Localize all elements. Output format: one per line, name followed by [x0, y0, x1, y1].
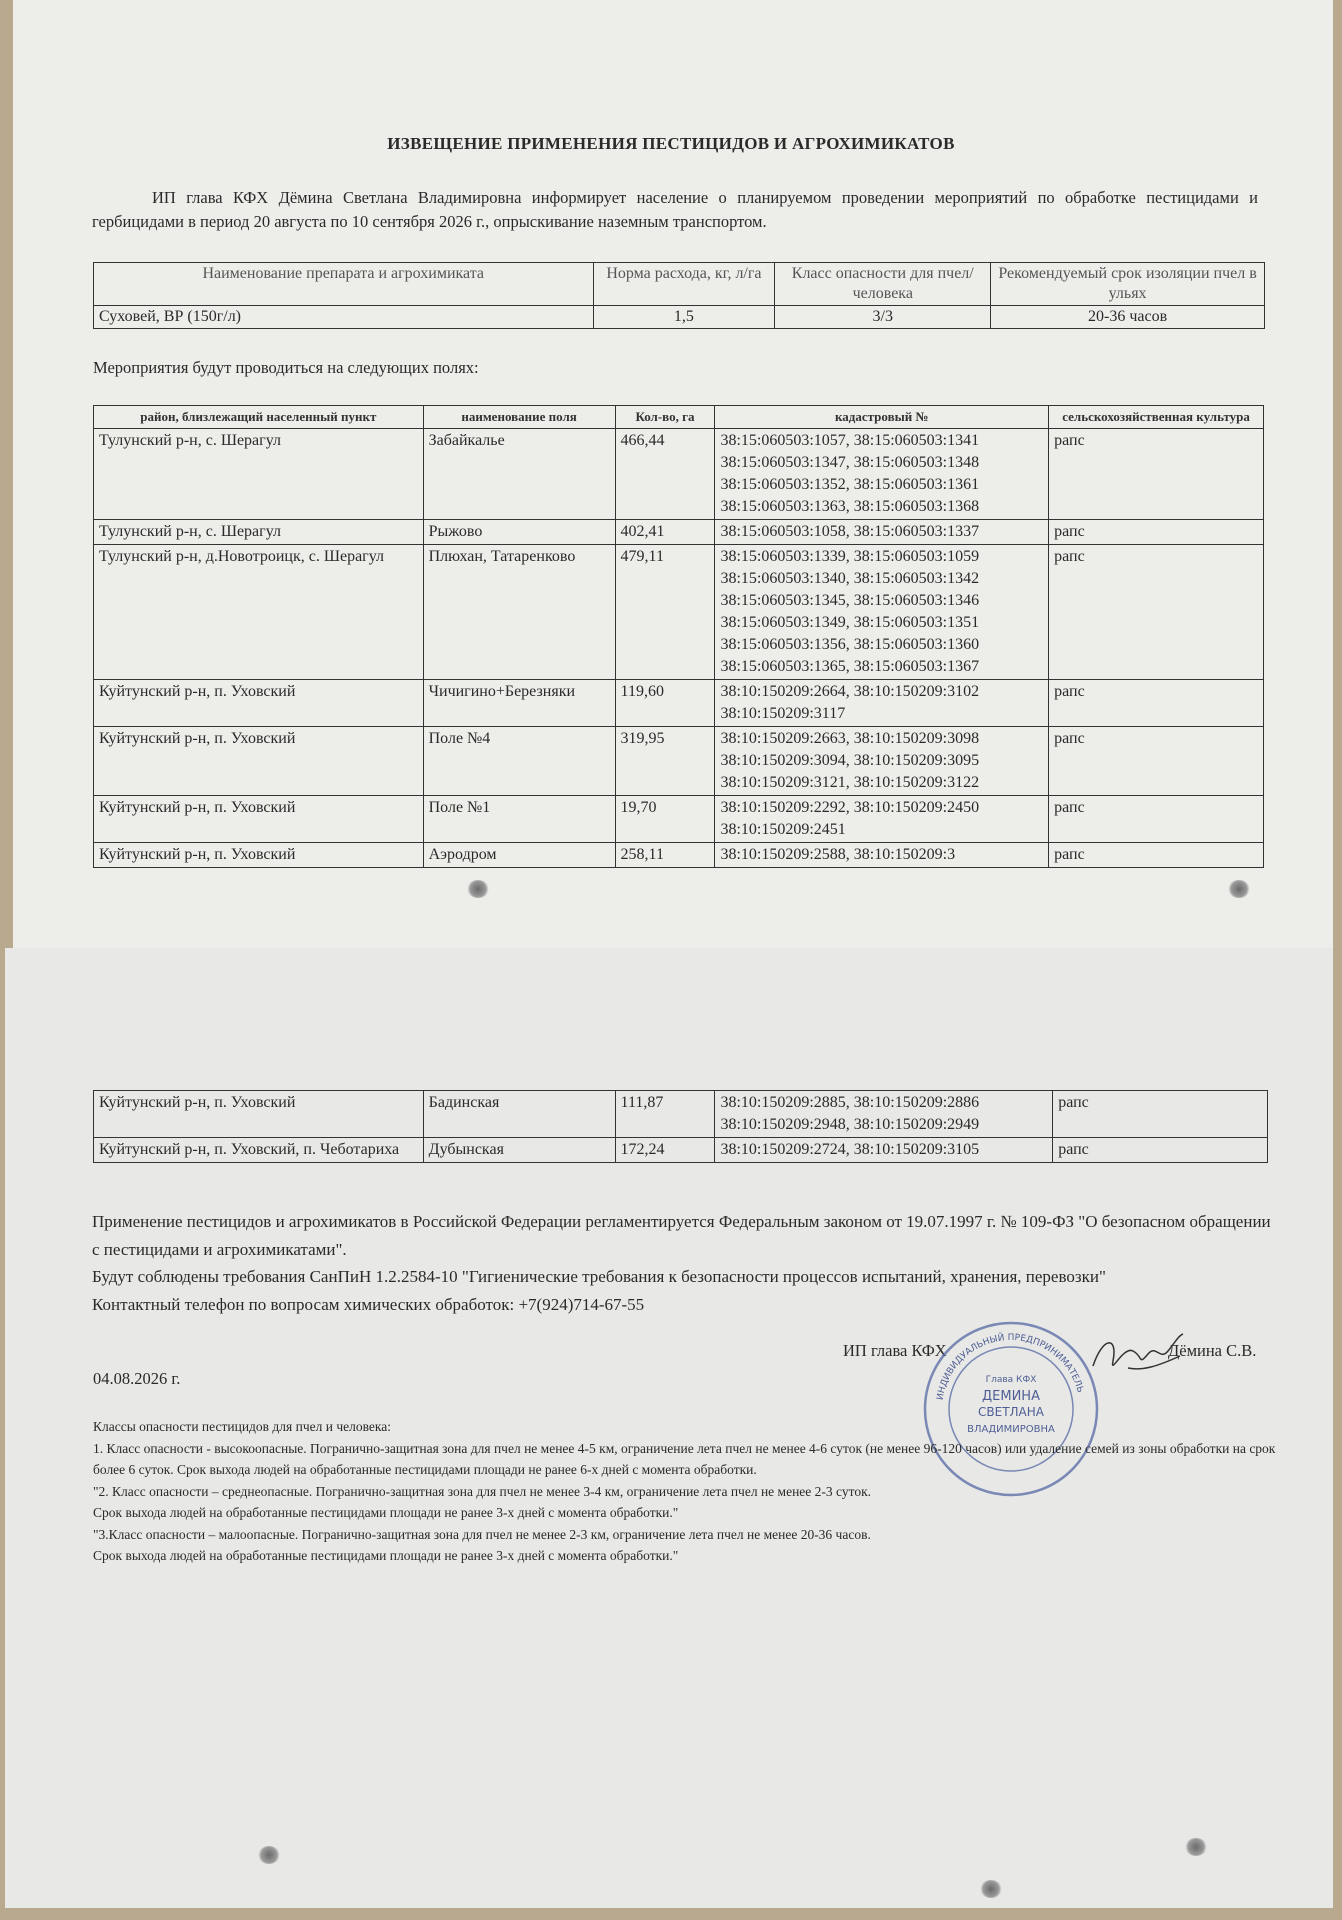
cadastral-cell [715, 429, 1049, 520]
cadastral-number-line: 38:15:060503:1347, 38:15:060503:1348 [720, 454, 980, 471]
area-cell: 19,70 [615, 796, 715, 843]
crop-cell: рапс [1053, 1091, 1268, 1138]
header-cell: сельскохозяйственная культура [1049, 406, 1264, 429]
isolation-period: 20-36 часов [991, 306, 1265, 329]
cadastral-number-line: 38:10:150209:2663, 38:10:150209:3098 [720, 730, 980, 747]
header-cell: Класс опасности для пчел/человека [775, 263, 991, 306]
area-cell: 319,95 [615, 727, 715, 796]
cadastral-number-line: 38:15:060503:1352, 38:15:060503:1361 [720, 476, 980, 493]
table-row [94, 843, 1264, 868]
fields-header-row [94, 406, 1264, 429]
cadastral-cell [715, 727, 1049, 796]
fields-table-continued [93, 1090, 1268, 1163]
fields-table [93, 405, 1264, 868]
district-cell: Куйтунский р-н, п. Уховский [94, 680, 424, 727]
area-cell: 111,87 [615, 1091, 715, 1138]
field-name-cell: Бадинская [423, 1091, 615, 1138]
svg-text:СВЕТЛАНА: СВЕТЛАНА [978, 1405, 1044, 1419]
cadastral-cell [715, 520, 1049, 545]
cadastral-number-line: 38:10:150209:2292, 38:10:150209:2450 [720, 799, 980, 816]
cadastral-number-line: 38:15:060503:1057, 38:15:060503:1341 [720, 432, 980, 449]
table-row [94, 1138, 1268, 1163]
crop-cell: рапс [1053, 1138, 1268, 1163]
table-row [94, 680, 1264, 727]
svg-text:ВЛАДИМИРОВНА: ВЛАДИМИРОВНА [967, 1424, 1055, 1435]
field-name-cell: Поле №1 [423, 796, 615, 843]
district-cell: Тулунский р-н, д.Новотроицк, с. Шерагул [94, 545, 424, 680]
hazard-class-notes [93, 1416, 1281, 1567]
cadastral-number-line: 38:10:150209:3121, 38:10:150209:3122 [720, 774, 980, 791]
document-title: ИЗВЕЩЕНИЕ ПРИМЕНЕНИЯ ПЕСТИЦИДОВ И АГРОХИМИКАТОВ [387, 134, 955, 153]
note-item: "2. Класс опасности – среднеопасные. Пограничнo-защитная зона для пчел не менее 3-4 км, ограничение лета пчел не менее 2-3 суток. [93, 1483, 871, 1499]
cadastral-number-line: 38:10:150209:2724, 38:10:150209:3105 [720, 1141, 980, 1158]
document-date: 04.08.2026 г. [93, 1369, 181, 1388]
field-name-cell: Рыжово [423, 520, 615, 545]
cadastral-number-line: 38:15:060503:1340, 38:15:060503:1342 [720, 570, 980, 587]
punch-hole [467, 880, 489, 898]
cadastral-cell [715, 1138, 1053, 1163]
cadastral-number-line: 38:15:060503:1058, 38:15:060503:1337 [720, 523, 980, 540]
cadastral-cell [715, 545, 1049, 680]
crop-cell: рапс [1049, 429, 1264, 520]
punch-hole [1228, 880, 1250, 898]
crop-cell: рапс [1049, 843, 1264, 868]
header-cell: наименование поля [423, 406, 615, 429]
note-item: "3.Класс опасности – малоопасные. Пограничнo-защитная зона для пчел не менее 2-3 км, ограничение лета пчел не менее 20-36 часов. [93, 1526, 871, 1542]
svg-text:ИНДИВИДУАЛЬНЫЙ ПРЕДПРИНИМАТЕЛЬ: ИНДИВИДУАЛЬНЫЙ ПРЕДПРИНИМАТЕЛЬ [935, 1332, 1085, 1401]
preparation-name: Суховей, ВР (150г/л) [94, 306, 594, 329]
cadastral-number-line: 38:15:060503:1349, 38:15:060503:1351 [720, 614, 980, 631]
field-name-cell: Забайкалье [423, 429, 615, 520]
cadastral-cell [715, 843, 1049, 868]
crop-cell: рапс [1049, 727, 1264, 796]
note-item: 1. Класс опасности - высокоопасные. Пограничнo-защитная зона для пчел не менее 4-5 км, ограничение лета пчел не менее 4-6 суток (не менее 96-120 часов) или удаление семей из зоны обработки на срок более 6 суток. Срок выхода людей на обработанные пестицидами площади не ранее 6-х дней с момента обработки. [93, 1440, 1276, 1477]
crop-cell: рапс [1049, 520, 1264, 545]
area-cell: 172,24 [615, 1138, 715, 1163]
header-cell: Норма расхода, кг, л/га [593, 263, 775, 306]
area-cell: 258,11 [615, 843, 715, 868]
district-cell: Куйтунский р-н, п. Уховский [94, 727, 424, 796]
handwritten-signature [1088, 1326, 1188, 1386]
field-name-cell: Дубынская [423, 1138, 615, 1163]
cadastral-number-line: 38:10:150209:3094, 38:10:150209:3095 [720, 752, 980, 769]
punch-hole [1185, 1838, 1207, 1856]
punch-hole [980, 1880, 1002, 1898]
note-item: Срок выхода людей на обработанные пестицидами площади не ранее 3-х дней с момента обработки." [93, 1548, 679, 1563]
cadastral-number-line: 38:10:150209:2885, 38:10:150209:2886 [720, 1094, 980, 1111]
cadastral-number-line: 38:10:150209:3117 [720, 705, 846, 722]
law-paragraph: Применение пестицидов и агрохимикатов в Российской Федерации регламентируется Федеральным законом от 19.07.1997 г. № 109-ФЗ "О безопасном обращении с пестицидами и агрохимикатами". [92, 1212, 1271, 1259]
district-cell: Куйтунский р-н, п. Уховский [94, 1091, 424, 1138]
field-name-cell: Чичигино+Березняки [423, 680, 615, 727]
district-cell: Тулунский р-н, с. Шерагул [94, 520, 424, 545]
contact-phone: Контактный телефон по вопросам химических обработок: +7(924)714-67-55 [92, 1294, 645, 1314]
district-cell: Тулунский р-н, с. Шерагул [94, 429, 424, 520]
cadastral-number-line: 38:10:150209:2451 [720, 821, 846, 838]
header-cell: Кол-во, га [615, 406, 715, 429]
cadastral-number-line: 38:10:150209:2664, 38:10:150209:3102 [720, 683, 980, 700]
fields-intro: Мероприятия будут проводиться на следующих полях: [93, 358, 479, 377]
table-row [94, 727, 1264, 796]
preparation-table [93, 262, 1265, 329]
table-row [94, 306, 1265, 329]
district-cell: Куйтунский р-н, п. Уховский, п. Чеботариха [94, 1138, 424, 1163]
area-cell: 466,44 [615, 429, 715, 520]
sanpin-paragraph: Будут соблюдены требования СанПиН 1.2.2584-10 "Гигиенические требования к безопасности процессов испытаний, хранения, перевозки" [92, 1267, 1106, 1286]
table-row [94, 545, 1264, 680]
notes-heading: Классы опасности пестицидов для пчел и человека: [93, 1419, 391, 1434]
area-cell: 402,41 [615, 520, 715, 545]
svg-text:Глава КФХ: Глава КФХ [985, 1375, 1037, 1385]
header-cell: кадастровый № [715, 406, 1049, 429]
area-cell: 479,11 [615, 545, 715, 680]
cadastral-number-line: 38:15:060503:1345, 38:15:060503:1346 [720, 592, 980, 609]
area-cell: 119,60 [615, 680, 715, 727]
intro-paragraph: ИП глава КФХ Дёмина Светлана Владимировна информирует население о планируемом проведении мероприятий по обработке пестицидами и гербицидами в период 20 августа по 10 сентября 2026 г., опрыскивание наземным транспортом. [92, 188, 1258, 231]
crop-cell: рапс [1049, 796, 1264, 843]
header-cell: район, близлежащий населенный пункт [94, 406, 424, 429]
cadastral-cell [715, 1091, 1053, 1138]
field-name-cell: Аэродром [423, 843, 615, 868]
signatory-name: Дёмина С.В. [1168, 1341, 1257, 1360]
cadastral-number-line: 38:10:150209:2588, 38:10:150209:3 [720, 846, 956, 863]
application-rate: 1,5 [593, 306, 775, 329]
cadastral-number-line: 38:10:150209:2948, 38:10:150209:2949 [720, 1116, 980, 1133]
note-item: Срок выхода людей на обработанные пестицидами площади не ранее 3-х дней с момента обработки." [93, 1505, 679, 1520]
preparation-header-row [94, 263, 1265, 306]
cadastral-number-line: 38:15:060503:1356, 38:15:060503:1360 [720, 636, 980, 653]
header-cell: Наименование препарата и агрохимиката [94, 263, 594, 306]
crop-cell: рапс [1049, 545, 1264, 680]
crop-cell: рапс [1049, 680, 1264, 727]
punch-hole [258, 1846, 280, 1864]
header-cell: Рекомендуемый срок изоляции пчел в ульях [991, 263, 1265, 306]
cadastral-cell [715, 680, 1049, 727]
svg-text:ДЕМИНА: ДЕМИНА [982, 1389, 1040, 1404]
table-row [94, 429, 1264, 520]
table-row [94, 520, 1264, 545]
table-row [94, 796, 1264, 843]
signatory-position: ИП глава КФХ [843, 1341, 947, 1360]
cadastral-number-line: 38:15:060503:1339, 38:15:060503:1059 [720, 548, 980, 565]
legal-notice [92, 1208, 1272, 1318]
field-name-cell: Плюхан, Татаренково [423, 545, 615, 680]
cadastral-cell [715, 796, 1049, 843]
field-name-cell: Поле №4 [423, 727, 615, 796]
table-row [94, 1091, 1268, 1138]
cadastral-number-line: 38:15:060503:1363, 38:15:060503:1368 [720, 498, 980, 515]
district-cell: Куйтунский р-н, п. Уховский [94, 796, 424, 843]
district-cell: Куйтунский р-н, п. Уховский [94, 843, 424, 868]
hazard-class: 3/3 [775, 306, 991, 329]
cadastral-number-line: 38:15:060503:1365, 38:15:060503:1367 [720, 658, 980, 675]
